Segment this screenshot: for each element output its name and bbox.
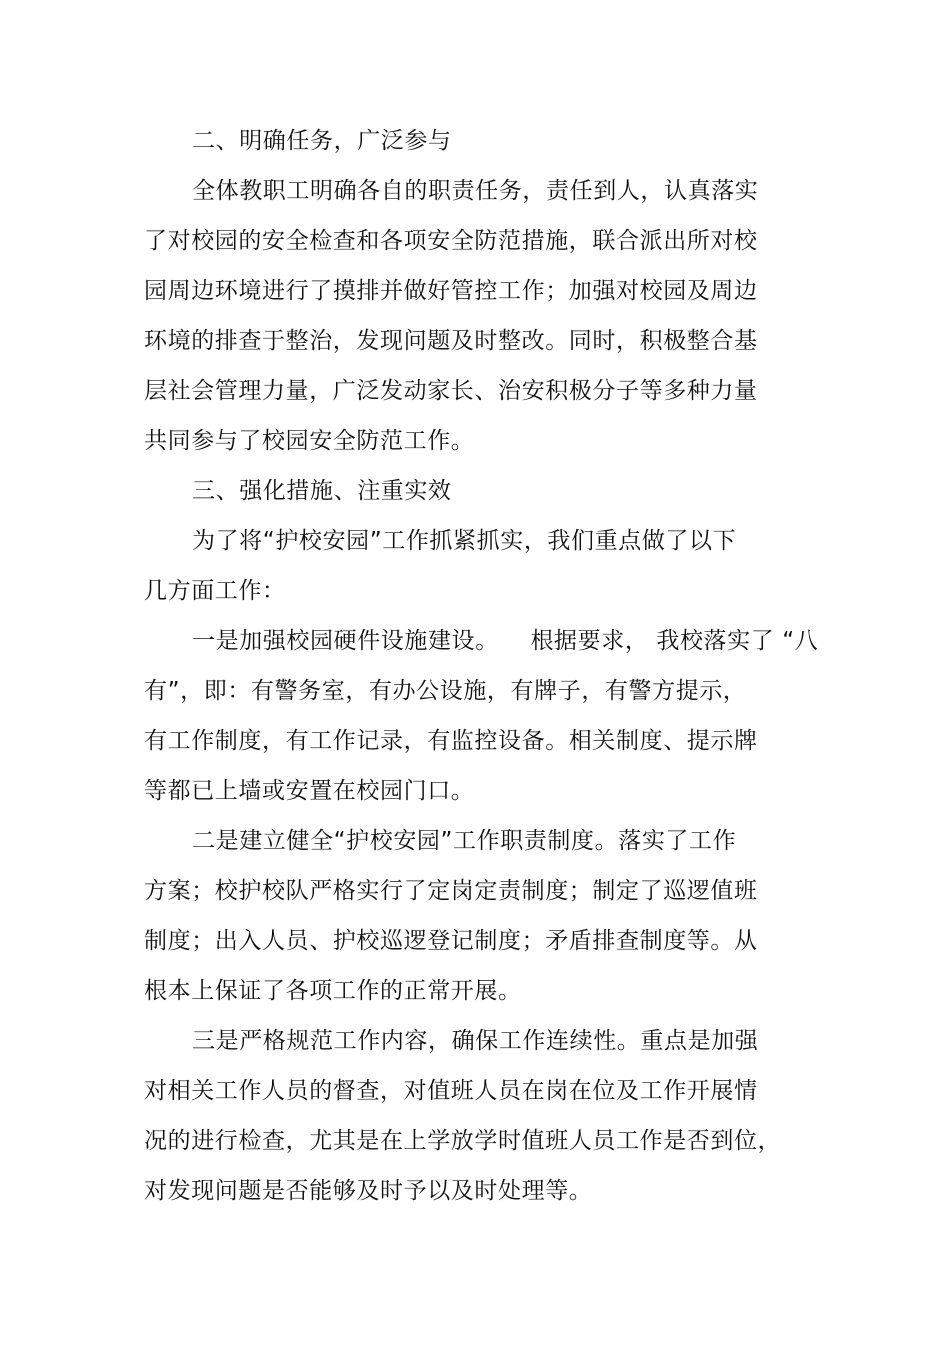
paragraph-line: 等都已上墙或安置在校园门口。 — [144, 778, 475, 804]
paragraph-line: 二是建立健全“护校安园”工作职责制度。落实了工作 — [192, 828, 737, 854]
paragraph-line: 根本上保证了各项工作的正常开展。 — [144, 978, 522, 1004]
paragraph-line: 全体教职工明确各自的职责任务，责任到人，认真落实 — [192, 178, 759, 204]
paragraph-line: 园周边环境进行了摸排并做好管控工作；加强对校园及周边 — [144, 278, 758, 304]
paragraph-line: 一是加强校园硬件设施建设。 根据要求， 我校落实了 “八 — [192, 628, 819, 654]
paragraph-line: 对相关工作人员的督查，对值班人员在岗在位及工作开展情 — [144, 1078, 758, 1104]
section-heading-3: 三、强化措施、注重实效 — [192, 478, 452, 504]
paragraph-line: 环境的排查于整治，发现问题及时整改。同时，积极整合基 — [144, 328, 758, 354]
paragraph-line: 了对校园的安全检查和各项安全防范措施，联合派出所对校 — [144, 228, 758, 254]
paragraph-line: 几方面工作： — [144, 578, 286, 604]
paragraph-line: 层社会管理力量，广泛发动家长、治安积极分子等多种力量 — [144, 378, 758, 404]
paragraph-line: 方案；校护校队严格实行了定岗定责制度；制定了巡逻值班 — [144, 878, 758, 904]
section-heading-2: 二、明确任务，广泛参与 — [192, 128, 452, 154]
paragraph-line: 共同参与了校园安全防范工作。 — [144, 428, 475, 454]
paragraph-line: 对发现问题是否能够及时予以及时处理等。 — [144, 1178, 593, 1204]
paragraph-line: 有工作制度，有工作记录，有监控设备。相关制度、提示牌 — [144, 728, 758, 754]
paragraph-line: 三是严格规范工作内容，确保工作连续性。重点是加强 — [192, 1028, 759, 1054]
paragraph-line: 为了将“护校安园”工作抓紧抓实，我们重点做了以下 — [192, 528, 737, 554]
paragraph-line: 况的进行检查，尤其是在上学放学时值班人员工作是否到位， — [144, 1128, 782, 1154]
paragraph-line: 有”，即：有警务室，有办公设施，有牌子，有警方提示， — [144, 678, 747, 704]
paragraph-line: 制度；出入人员、护校巡逻登记制度；矛盾排查制度等。从 — [144, 928, 758, 954]
